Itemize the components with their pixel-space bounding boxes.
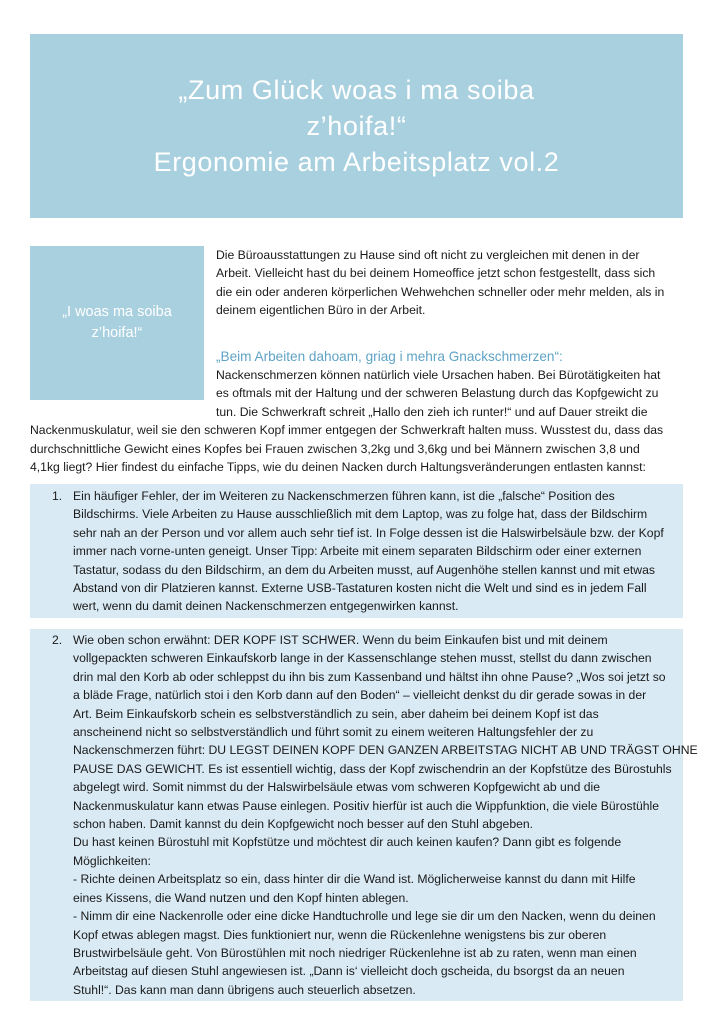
tip-line: Brustwirbelsäule geht. Von Bürostühlen mit noch niedriger Rückenlehne ist ab zu raten, wenn man einen — [73, 945, 637, 960]
body-line: es oftmals mit der Haltung und der schweren Belastung durch das Kopfgewicht zu — [216, 386, 659, 401]
tip-line: Abstand von dir Platzieren kannst. Externe USB-Tastaturen kosten nicht die Welt und sind es in jedem Fall — [73, 581, 647, 596]
intro-line: Arbeit. Vielleicht hast du bei deinem Homeoffice jetzt schon festgestellt, dass sich — [216, 266, 656, 281]
intro-line: die ein oder anderen körperlichen Wehwehchen schneller oder mehr melden, als in — [216, 284, 665, 299]
tip-1-box — [30, 484, 683, 618]
tip-line: vollgepackten schweren Einkaufskorb lange in der Kassenschlange stehen musst, stellst du dann zwischen — [73, 651, 652, 666]
body-line: durchschnittliche Gewicht eines Kopfes bei Frauen zwischen 3,2kg und 3,6kg und bei Männern zwischen 3,8 und — [30, 441, 640, 456]
tip-line: Nackenmuskulatur kann etwas Pause einlegen. Positiv hierfür ist auch die Wippfunktion, die viele Bürostühle — [73, 798, 659, 813]
tip-line: Kopf etwas ablegen magst. Dies funktioniert nur, wenn die Rückenlehne wenigstens bis zur oberen — [73, 927, 607, 942]
tip-line: schon haben. Damit kannst du dein Kopfgewicht noch besser auf den Stuhl abgeben. — [73, 817, 534, 832]
body-line: 4,1kg liegt? Hier findest du einfache Tipps, wie du deinen Nacken durch Haltungsveränderungen entlasten kannst: — [30, 460, 646, 475]
body-line: tun. Die Schwerkraft schreit „Hallo den zieh ich runter!“ und auf Dauer streikt die — [216, 404, 648, 419]
tip-line: Stuhl!“. Das kann man dann übrigens auch steuerlich absetzen. — [73, 982, 416, 997]
body-paragraph — [30, 366, 686, 476]
tip-line: drin mal den Korb ab oder schleppst du ihn bis zum Kassenband und hältst ihn ohne Pause? „Wos soi jetzt so — [73, 669, 666, 684]
tip-line: abgelegt wird. Somit nimmst du der Halswirbelsäule etwas vom schweren Kopfgewicht ab und die — [73, 780, 601, 795]
intro-line: Die Büroausstattungen zu Hause sind oft nicht zu vergleichen mit denen in der — [216, 248, 640, 262]
tip-line: Wie oben schon erwähnt: DER KOPF IST SCHWER. Wenn du beim Einkaufen bist und mit deinem — [73, 633, 608, 647]
tip-line: sehr nah an der Person und vor allem auch sehr tief ist. In Folge dessen ist die Halswirbelsäule bzw. der Kopf — [73, 525, 664, 540]
tip-line: Möglichkeiten: — [73, 853, 151, 868]
tip-line: Du hast keinen Bürostuhl mit Kopfstütze und möchtest dir auch keinen kaufen? Dann gibt es folgende — [73, 835, 622, 850]
tip-line: Arbeitstag auf diesen Stuhl angewiesen ist. „Dann is‘ vielleicht doch gscheida, du bsorgst da an neuen — [73, 964, 625, 979]
body-line: Nackenmuskulatur, weil sie den schweren Kopf immer entgegen der Schwerkraft halten muss. Wusstest du, dass das — [30, 423, 664, 438]
tip-line: Art. Beim Einkaufskorb schein es selbstverständlich zu sein, aber daheim bei deinem Kopf ist das — [73, 706, 599, 721]
intro-paragraph — [216, 246, 686, 320]
intro-line: deinem eigentlichen Büro in der Arbeit. — [216, 303, 426, 318]
body-line: Nackenschmerzen können natürlich viele Ursachen haben. Bei Bürotätigkeiten hat — [216, 368, 661, 382]
quote-line-1: „I woas ma soiba — [62, 304, 172, 320]
tip-number: 2. — [52, 633, 63, 647]
tip-line: PAUSE DAS GEWICHT. Es ist essentiell wichtig, dass der Kopf zwischendrin an der Kopfstütze des Bürostuhls — [73, 761, 672, 776]
tip-line: immer nach vorne-unten geneigt. Unser Tipp: Arbeite mit einem separaten Bildschirm oder einer externen — [73, 544, 642, 559]
tip-2-box — [30, 629, 698, 1001]
tip-line: Tastatur, sodass du den Bildschirm, an dem du Arbeiten musst, auf Augenhöhe stellen kannst und mit etwas — [73, 562, 655, 577]
title-line-3: Ergonomie am Arbeitsplatz vol.2 — [153, 147, 560, 177]
quote-line-2: z’hoifa!“ — [91, 325, 143, 341]
title-banner — [30, 34, 683, 218]
tip-line: - Richte deinen Arbeitsplatz so ein, dass hinter dir die Wand ist. Möglicherweise kannst du dann mit Hilfe — [73, 872, 636, 887]
tip-line: Ein häufiger Fehler, der im Weiteren zu Nackenschmerzen führen kann, ist die „falsche“ Position des — [73, 489, 615, 503]
title-line-1: „Zum Glück woas i ma soiba — [178, 75, 535, 105]
tip-number: 1. — [52, 489, 63, 503]
tip-line: Nackenschmerzen führt: DU LEGST DEINEN KOPF DEN GANZEN ARBEITSTAG NICHT AB UND TRÄGST OHNE — [73, 743, 698, 758]
title-line-2: z’hoifa!“ — [306, 111, 407, 141]
tip-line: anscheinend nicht so selbstverständlich und führt somit zu einem weiteren Haltungsfehler der zu — [73, 725, 594, 740]
tip-line: Bildschirms. Viele Arbeiten zu Hause ausschließlich mit dem Laptop, was zu folge hat, dass der Bildschirm — [73, 507, 648, 522]
tip-line: eines Kissens, die Wand nutzen und den Kopf hinten ablegen. — [73, 890, 409, 905]
section-subheading: „Beim Arbeiten dahoam, griag i mehra Gnackschmerzen“: — [216, 349, 563, 364]
tip-line: a bläde Frage, natürlich stoi i den Korb dann auf den Boden“ – vielleicht denkst du dir gerade sowas in der — [73, 688, 647, 703]
tip-line: - Nimm dir eine Nackenrolle oder eine dicke Handtuchrolle und lege sie dir um den Nacken, wenn du deinen — [73, 909, 656, 924]
tip-line: wert, wenn du damit deinen Nackenschmerzen entgegenwirken kannst. — [73, 599, 459, 614]
